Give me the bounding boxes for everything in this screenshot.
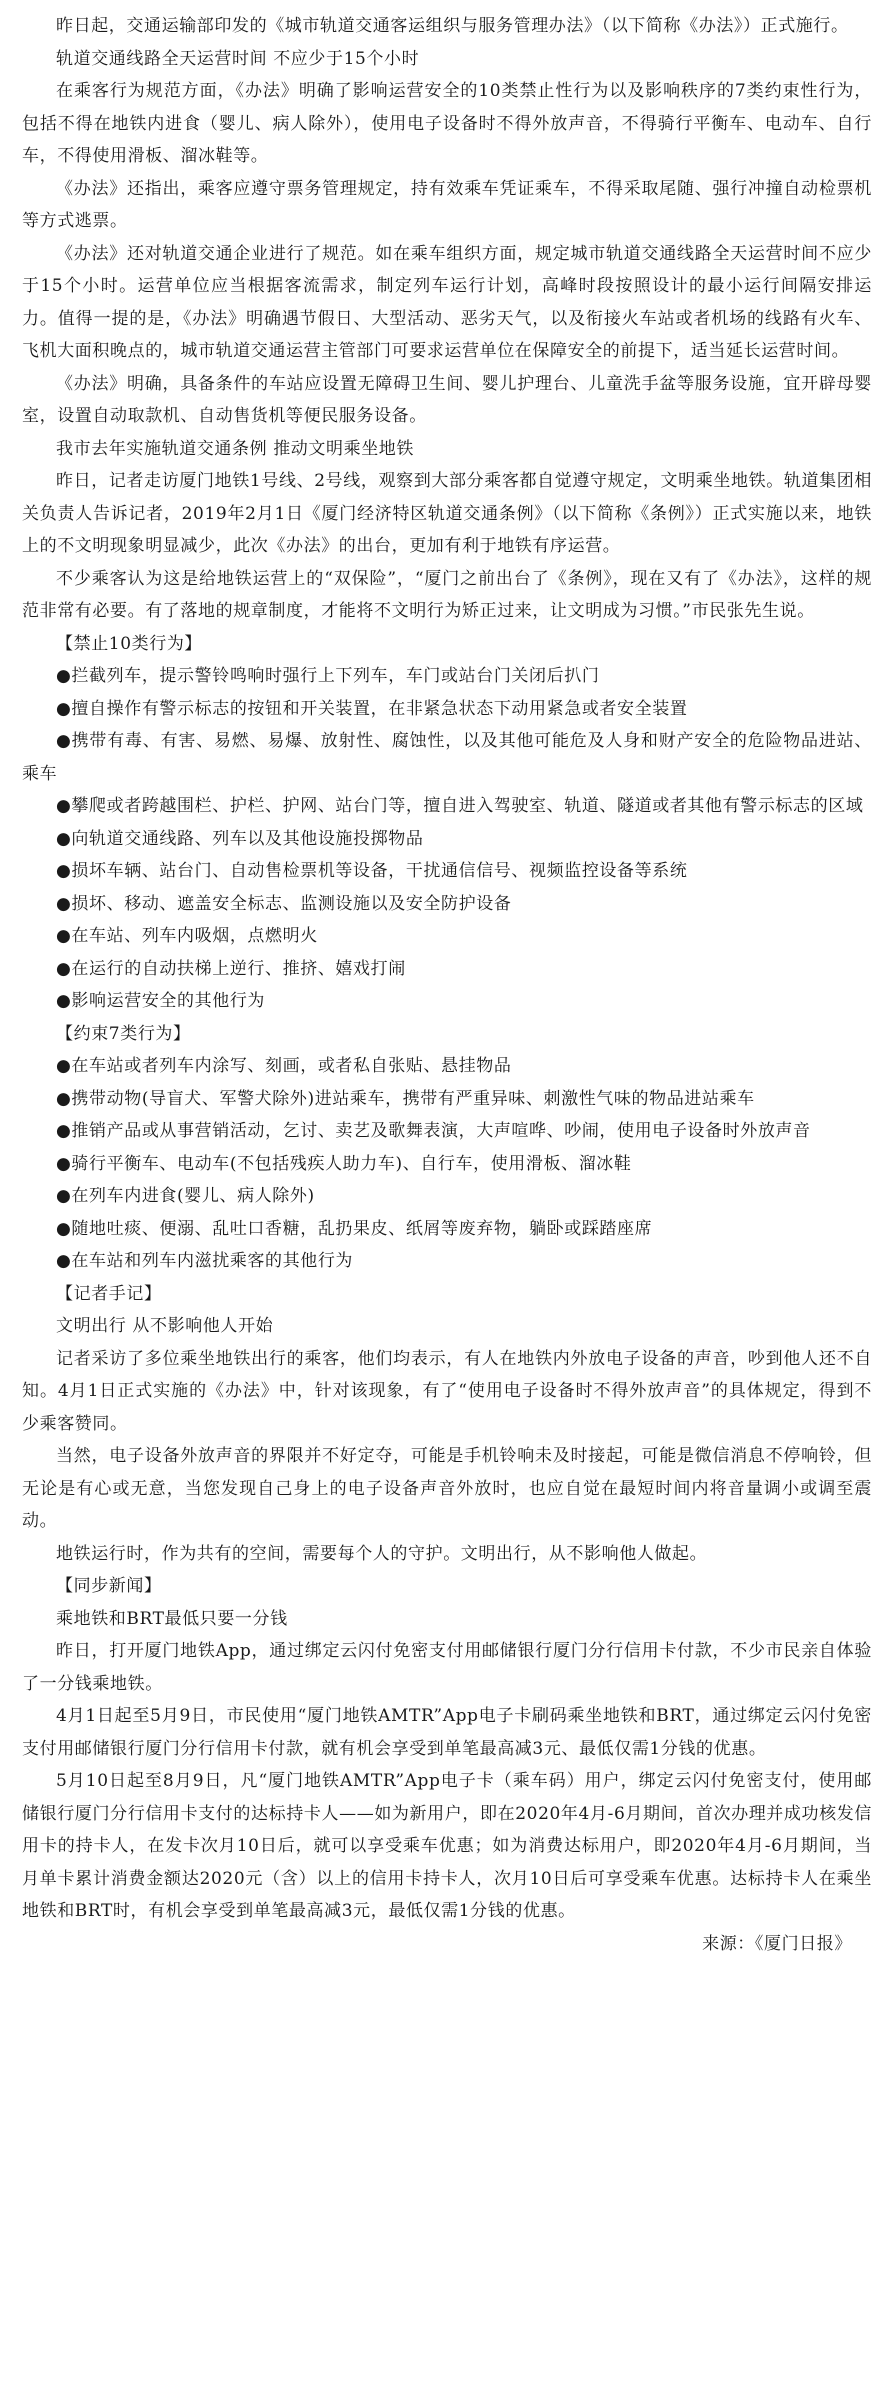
list-item: ●推销产品或从事营销活动，乞讨、卖艺及歌舞表演，大声喧哗、吵闹，使用电子设备时外放声音 [56,1121,811,1141]
section-heading-restricted: 【约束7类行为】 [56,1023,191,1044]
list-item: ●在运行的自动扶梯上逆行、推挤、嬉戏打闹 [56,958,406,979]
paragraph-facilities: 《办法》明确，具备条件的车站应设置无障碍卫生间、婴儿护理台、儿童洗手盆等服务设施，宜开辟母婴室，设置自动取款机、自动售货机等便民服务设备。 [22,373,872,426]
subheading-one-cent: 乘地铁和BRT最低只要一分钱 [56,1608,288,1629]
list-item: ●擅自操作有警示标志的按钮和开关装置，在非紧急状态下动用紧急或者安全装置 [56,698,688,719]
paragraph-volume: 当然，电子设备外放声音的界限并不好定夺，可能是手机铃响未及时接起，可能是微信消息不停响铃，但无论是有心或无意，当您发现自己身上的电子设备声音外放时，也应自觉在最短时间内将音量调小或调至震动。 [22,1446,872,1531]
source-credit: 来源：《厦门日报》 [702,1933,852,1954]
list-item: ●影响运营安全的其他行为 [56,991,266,1011]
list-item: ●攀爬或者跨越围栏、护栏、护网、站台门等，擅自进入驾驶室、轨道、隧道或者其他有警示标志的区域 [56,796,864,816]
list-item: ●携带有毒、有害、易燃、易爆、放射性、腐蚀性，以及其他可能危及人身和财产安全的危险物品进站、乘车 [22,731,872,784]
paragraph-promo-may: 5月10日起至8月9日，凡“厦门地铁AMTR”App电子卡（乘车码）用户，绑定云闪付免密支付，使用邮储银行厦门分行信用卡支付的达标持卡人——如为新用户，即在2020年4月-6月期间，首次办理并成功核发信用卡的持卡人，在发卡次月10日后，就可以享受乘车优惠；如为消费达标用户，即2020年4月-6月期间，当月单卡累计消费金额达2020元（含）以上的信用卡持卡人，次月10日后可享受乘车优惠。达标持卡人在乘坐地铁和BRT时，有机会享受到单笔最高减3元，最低仅需1分钱的优惠。 [22,1771,872,1921]
paragraph-reporter-visit: 昨日，记者走访厦门地铁1号线、2号线，观察到大部分乘客都自觉遵守规定，文明乘坐地铁。轨道集团相关负责人告诉记者，2019年2月1日《厦门经济特区轨道交通条例》（以下简称《条例》）正式实施以来，地铁上的不文明现象明显减少，此次《办法》的出台，更加有利于地铁有序运营。 [22,471,872,556]
paragraph-operator-rules: 《办法》还对轨道交通企业进行了规范。如在乘车组织方面，规定城市轨道交通线路全天运营时间不应少于15个小时。运营单位应当根据客流需求，制定列车运行计划，高峰时段按照设计的最小运行间隔安排运力。值得一提的是，《办法》明确遇节假日、大型活动、恶劣天气，以及衔接火车站或者机场的线路有火车、飞机大面积晚点的，城市轨道交通运营主管部门可要求运营单位在保障安全的前提下，适当延长运营时间。 [22,243,872,361]
list-item: ●向轨道交通线路、列车以及其他设施投掷物品 [56,828,424,849]
list-item: ●拦截列车，提示警铃鸣响时强行上下列车，车门或站台门关闭后扒门 [56,666,600,686]
paragraph-app-experience: 昨日，打开厦门地铁App，通过绑定云闪付免密支付用邮储银行厦门分行信用卡付款，不少市民亲自体验了一分钱乘地铁。 [22,1641,872,1694]
paragraph-promo-april: 4月1日起至5月9日，市民使用“厦门地铁AMTR”App电子卡刷码乘坐地铁和BRT，通过绑定云闪付免密支付用邮储银行厦门分行信用卡付款，就有机会享受到单笔最高减3元、最低仅需1分钱的优惠。 [22,1706,872,1759]
section-heading-reporter-notes: 【记者手记】 [56,1283,162,1304]
paragraph-shared-space: 地铁运行时，作为共有的空间，需要每个人的守护。文明出行，从不影响他人做起。 [56,1543,708,1564]
paragraph-ticketing: 《办法》还指出，乘客应遵守票务管理规定，持有效乘车凭证乘车，不得采取尾随、强行冲撞自动检票机等方式逃票。 [22,178,872,231]
list-item: ●在车站和列车内滋扰乘客的其他行为 [56,1251,354,1271]
subheading-civilized-travel: 文明出行 从不影响他人开始 [56,1316,274,1336]
paragraph-double-insurance: 不少乘客认为这是给地铁运营上的“双保险”，“厦门之前出台了《条例》，现在又有了《办法》，这样的规范非常有必要。有了落地的规章制度，才能将不文明行为矫正过来，让文明成为习惯。”市民张先生说。 [22,568,872,621]
list-item: ●在列车内进食(婴儿、病人除外) [56,1186,315,1206]
intro-paragraph: 昨日起，交通运输部印发的《城市轨道交通客运组织与服务管理办法》（以下简称《办法》）正式施行。 [56,16,849,36]
list-item: ●在车站、列车内吸烟，点燃明火 [56,926,318,946]
list-item: ●携带动物(导盲犬、军警犬除外)进站乘车，携带有严重异味、刺激性气味的物品进站乘车 [56,1088,755,1109]
section-heading-prohibited: 【禁止10类行为】 [56,633,203,654]
paragraph-interviews: 记者采访了多位乘坐地铁出行的乘客，他们均表示，有人在地铁内外放电子设备的声音，吵到他人还不自知。4月1日正式实施的《办法》中，针对该现象，有了“使用电子设备时不得外放声音”的具体规定，得到不少乘客赞同。 [22,1348,872,1434]
list-item: ●骑行平衡车、电动车(不包括残疾人助力车)、自行车，使用滑板、溜冰鞋 [56,1153,632,1174]
list-item: ●损坏、移动、遮盖安全标志、监测设施以及安全防护设备 [56,893,512,914]
list-item: ●在车站或者列车内涂写、刻画，或者私自张贴、悬挂物品 [56,1056,512,1076]
subheading-city-regulation: 我市去年实施轨道交通条例 推动文明乘坐地铁 [56,438,415,459]
paragraph-passenger-behavior: 在乘客行为规范方面，《办法》明确了影响运营安全的10类禁止性行为以及影响秩序的7类约束性行为，包括不得在地铁内进食（婴儿、病人除外），使用电子设备时不得外放声音，不得骑行平衡车、电动车、自行车，不得使用滑板、溜冰鞋等。 [22,81,872,166]
subheading-operating-hours: 轨道交通线路全天运营时间 不应少于15个小时 [56,48,420,69]
list-item: ●损坏车辆、站台门、自动售检票机等设备，干扰通信信号、视频监控设备等系统 [56,861,688,881]
section-heading-related-news: 【同步新闻】 [56,1576,162,1596]
list-item: ●随地吐痰、便溺、乱吐口香糖，乱扔果皮、纸屑等废弃物，躺卧或踩踏座席 [56,1218,653,1239]
